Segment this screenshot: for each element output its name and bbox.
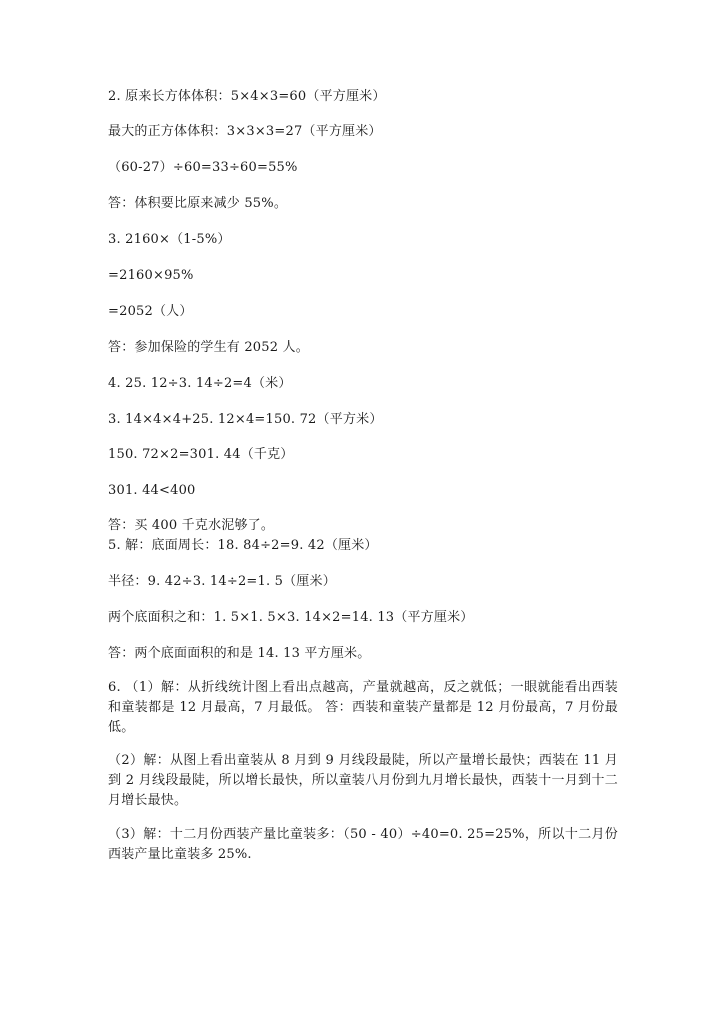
answer-4-line-2: 3. 14×4×4+25. 12×4=150. 72（平方米） xyxy=(108,412,383,427)
answer-3-line-2: =2160×95% xyxy=(108,268,194,283)
answer-2-line-3: （60-27）÷60=33÷60=55% xyxy=(108,160,298,175)
answer-4-conclusion: 答：买 400 千克水泥够了。 xyxy=(108,518,275,533)
answer-4-line-3: 150. 72×2=301. 44（千克） xyxy=(108,447,294,462)
answer-5-line-3: 两个底面积之和：1. 5×1. 5×3. 14×2=14. 13（平方厘米） xyxy=(108,610,474,625)
answer-6-part-2: （2）解：从图上看出童装从 8 月到 9 月线段最陡，所以产量增长最快；西装在 11 月到 2 月线段最陡，所以增长最快，所以童装八月份到九月增长最快，西装十一月到十二月增长最快。 xyxy=(108,753,618,808)
answer-2-line-2: 最大的正方体体积：3×3×3=27（平方厘米） xyxy=(108,124,382,139)
answer-4-line-1: 4. 25. 12÷3. 14÷2=4（米） xyxy=(108,376,292,391)
answer-5-conclusion: 答：两个底面面积的和是 14. 13 平方厘米。 xyxy=(108,646,371,661)
answer-4-line-4: 301. 44<400 xyxy=(108,483,196,498)
answer-6-part-3: （3）解：十二月份西装产量比童装多：（50 - 40）÷40=0. 25=25%，所以十二月份西装产量比童装多 25%. xyxy=(108,827,618,862)
answer-3-line-1: 3. 2160×（1-5%） xyxy=(108,232,231,247)
answer-2-conclusion: 答：体积要比原来减少 55%。 xyxy=(108,196,288,211)
answer-2-line-1: 2. 原来长方体体积：5×4×3=60（平方厘米） xyxy=(108,89,386,104)
answer-3-line-3: =2052（人） xyxy=(108,304,193,319)
answer-5-line-1: 5. 解：底面周长：18. 84÷2=9. 42（厘米） xyxy=(108,538,378,553)
answer-6-part-1: 6. （1）解：从折线统计图上看出点越高，产量就越高，反之就低；一眼就能看出西装和童装都是 12 月最高，7 月最低。 答：西装和童装产量都是 12 月份最高，7 月份最低。 xyxy=(108,680,618,735)
answer-3-conclusion: 答：参加保险的学生有 2052 人。 xyxy=(108,340,309,355)
answer-5-line-2: 半径：9. 42÷3. 14÷2=1. 5（厘米） xyxy=(108,574,336,589)
